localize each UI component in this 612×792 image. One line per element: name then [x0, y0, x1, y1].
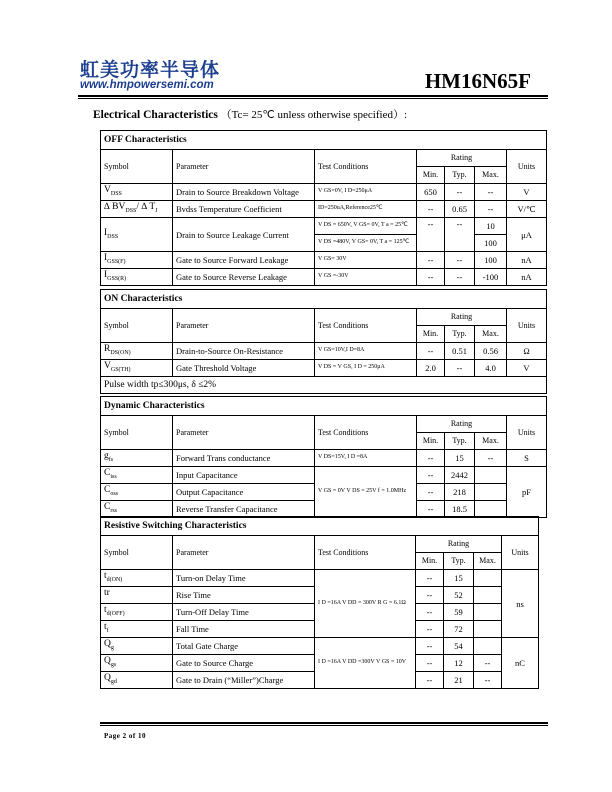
- parameter-cell: Reverse Transfer Capacitance: [173, 501, 315, 518]
- max-cell: --: [475, 201, 507, 218]
- col-typ: Typ.: [445, 326, 475, 343]
- parameter-cell: Turn-on Delay Time: [173, 570, 315, 587]
- min-cell: 2.0: [417, 360, 445, 377]
- parameter-cell: Total Gate Charge: [173, 638, 315, 655]
- col-units: Units: [507, 150, 547, 184]
- symbol-cell: $Q_{gs}$: [101, 655, 173, 672]
- parameter-cell: Turn-Off Delay Time: [173, 604, 315, 621]
- max-cell: [475, 484, 507, 501]
- col-max: Max.: [475, 326, 507, 343]
- parameter-cell: Drain to Source Leakage Current: [173, 218, 315, 252]
- parameter-cell: Gate to Source Charge: [173, 655, 315, 672]
- typ-cell: --: [445, 252, 475, 269]
- unit-cell: V: [507, 360, 547, 377]
- min-cell: --: [416, 672, 444, 689]
- company-website[interactable]: www.hmpowersemi.com: [80, 79, 214, 91]
- header-rule-thin: [78, 98, 548, 99]
- switching-title: Resistive Switching Characteristics: [101, 517, 539, 536]
- on-characteristics-table: [100, 289, 547, 394]
- typ-cell: 18.5: [445, 501, 475, 518]
- typ-cell: 52: [444, 587, 474, 604]
- col-units: Units: [502, 536, 539, 570]
- max-cell: --: [475, 184, 507, 201]
- dynamic-characteristics-table: [100, 396, 547, 518]
- section-condition: （Tc= 25℃ unless otherwise specified）:: [220, 109, 408, 121]
- min-cell: --: [416, 621, 444, 638]
- typ-cell: 21: [444, 672, 474, 689]
- col-rating: Rating: [417, 416, 507, 433]
- table-row: [101, 184, 547, 201]
- min-cell: --: [417, 201, 445, 218]
- unit-cell: pF: [507, 467, 547, 518]
- condition-cell: V DS = 650V, V GS= 0V, T a = 25℃: [315, 218, 417, 235]
- col-symbol: Symbol: [101, 416, 173, 450]
- off-title: OFF Characteristics: [101, 131, 547, 150]
- parameter-cell: Rise Time: [173, 587, 315, 604]
- max-cell: --: [475, 450, 507, 467]
- col-rating: Rating: [417, 150, 507, 167]
- parameter-cell: Drain to Source Breakdown Voltage: [173, 184, 315, 201]
- condition-cell: I D =16A V DD =300V V GS = 10V: [315, 638, 416, 689]
- max-cell: 4.0: [475, 360, 507, 377]
- symbol-cell: $C_{rss}$: [101, 501, 173, 518]
- parameter-cell: Fall Time: [173, 621, 315, 638]
- parameter-cell: Gate Threshold Voltage: [173, 360, 315, 377]
- condition-cell: V GS =-30V: [315, 269, 417, 286]
- table-row: [101, 638, 539, 655]
- col-max: Max.: [475, 167, 507, 184]
- col-typ: Typ.: [444, 553, 474, 570]
- min-cell: --: [417, 343, 445, 360]
- typ-cell: --: [445, 360, 475, 377]
- col-symbol: Symbol: [101, 536, 173, 570]
- max-cell: [474, 604, 502, 621]
- switching-characteristics-table: [100, 516, 539, 689]
- table-row: [101, 218, 547, 235]
- col-rating: Rating: [417, 309, 507, 326]
- max-cell: [475, 501, 507, 518]
- symbol-cell: tr: [101, 587, 173, 604]
- col-max: Max.: [474, 553, 502, 570]
- max-cell: 100: [475, 252, 507, 269]
- col-conditions: Test Conditions: [315, 309, 417, 343]
- unit-cell: S: [507, 450, 547, 467]
- parameter-cell: Forward Trans conductance: [173, 450, 315, 467]
- table-row: [101, 343, 547, 360]
- typ-cell: 15: [444, 570, 474, 587]
- max-cell: [474, 621, 502, 638]
- max-cell: --: [474, 672, 502, 689]
- dynamic-title: Dynamic Characteristics: [101, 397, 547, 416]
- header-rule: [78, 95, 548, 97]
- symbol-cell: $I_{GSS(R)}$: [101, 269, 173, 286]
- condition-cell: V GS=0V, I D=250μA: [315, 184, 417, 201]
- table-row: [101, 467, 547, 484]
- condition-cell: V GS = 0V V DS = 25V f = 1.0MHz: [315, 467, 417, 518]
- page-number: Page 2 of 10: [104, 732, 146, 740]
- max-cell: --: [474, 655, 502, 672]
- parameter-cell: Drain-to-Source On-Resistance: [173, 343, 315, 360]
- min-cell: --: [416, 570, 444, 587]
- unit-cell: ns: [502, 570, 539, 638]
- col-parameter: Parameter: [173, 536, 315, 570]
- typ-cell: 15: [445, 450, 475, 467]
- min-cell: --: [416, 587, 444, 604]
- condition-cell: V GS=10V,I D=8A: [315, 343, 417, 360]
- typ-cell: 12: [444, 655, 474, 672]
- max-cell: -100: [475, 269, 507, 286]
- unit-cell: nA: [507, 252, 547, 269]
- typ-cell: 218: [445, 484, 475, 501]
- symbol-cell: $R_{DS(ON)}$: [101, 343, 173, 360]
- col-min: Min.: [416, 553, 444, 570]
- col-units: Units: [507, 416, 547, 450]
- max-cell: 0.56: [475, 343, 507, 360]
- company-logo-chinese: 虹美功率半导体: [80, 59, 221, 81]
- condition-cell: V GS= 30V: [315, 252, 417, 269]
- max-cell: 10: [475, 218, 507, 235]
- parameter-cell: Output Capacitance: [173, 484, 315, 501]
- min-cell: 650: [417, 184, 445, 201]
- min-cell: --: [417, 484, 445, 501]
- table-row: [101, 252, 547, 269]
- table-row: [101, 201, 547, 218]
- unit-cell: nC: [502, 638, 539, 689]
- min-cell: --: [417, 269, 445, 286]
- table-row: [101, 450, 547, 467]
- col-rating: Rating: [416, 536, 502, 553]
- min-cell: --: [417, 450, 445, 467]
- typ-cell: 0.65: [445, 201, 475, 218]
- max-cell: [475, 467, 507, 484]
- col-max: Max.: [475, 433, 507, 450]
- typ-cell: 54: [444, 638, 474, 655]
- col-units: Units: [507, 309, 547, 343]
- typ-cell: 72: [444, 621, 474, 638]
- typ-cell: 0.51: [445, 343, 475, 360]
- pulse-note: Pulse width tp≤300μs, δ ≤2%: [101, 377, 547, 394]
- min-cell: --: [416, 604, 444, 621]
- parameter-cell: Gate to Source Reverse Leakage: [173, 269, 315, 286]
- symbol-cell: $g_{fs}$: [101, 450, 173, 467]
- table-row: [101, 269, 547, 286]
- symbol-cell: $V_{GS(TH)}$: [101, 360, 173, 377]
- on-title: ON Characteristics: [101, 290, 547, 309]
- col-min: Min.: [417, 433, 445, 450]
- parameter-cell: Gate to Source Forward Leakage: [173, 252, 315, 269]
- col-symbol: Symbol: [101, 150, 173, 184]
- col-parameter: Parameter: [173, 416, 315, 450]
- symbol-cell: $t_{d(ON)}$: [101, 570, 173, 587]
- max-cell: 100: [475, 235, 507, 252]
- min-cell: --: [417, 252, 445, 269]
- col-parameter: Parameter: [173, 309, 315, 343]
- condition-cell: V DS =480V, V GS= 0V, T a = 125℃: [315, 235, 417, 252]
- typ-cell: --: [445, 184, 475, 201]
- off-characteristics-table: [100, 130, 547, 286]
- col-symbol: Symbol: [101, 309, 173, 343]
- unit-cell: Ω: [507, 343, 547, 360]
- min-cell: --: [417, 467, 445, 484]
- col-min: Min.: [417, 167, 445, 184]
- symbol-cell: $Q_{gd}$: [101, 672, 173, 689]
- min-cell: --: [416, 655, 444, 672]
- symbol-cell: $C_{iss}$: [101, 467, 173, 484]
- col-min: Min.: [417, 326, 445, 343]
- symbol-cell: $t_f$: [101, 621, 173, 638]
- unit-cell: V: [507, 184, 547, 201]
- condition-cell: V DS = V GS, I D = 250μA: [315, 360, 417, 377]
- footer-rule: [100, 722, 548, 724]
- condition-cell: V DS=15V, I D =8A: [315, 450, 417, 467]
- min-cell: --: [416, 638, 444, 655]
- page-header: [0, 0, 612, 100]
- table-row: [101, 570, 539, 587]
- symbol-cell: $t_{d(OFF)}$: [101, 604, 173, 621]
- parameter-cell: Gate to Drain (“Miller”)Charge: [173, 672, 315, 689]
- section-title-text: Electrical Characteristics: [93, 109, 218, 121]
- unit-cell: V/℃: [507, 201, 547, 218]
- symbol-cell: $I_{GSS(F)}$: [101, 252, 173, 269]
- max-cell: [474, 570, 502, 587]
- unit-cell: μA: [507, 218, 547, 252]
- min-cell: --: [417, 218, 445, 252]
- typ-cell: --: [445, 218, 475, 252]
- symbol-cell: $Q_g$: [101, 638, 173, 655]
- footer-rule-thin: [100, 725, 548, 726]
- col-conditions: Test Conditions: [315, 416, 417, 450]
- min-cell: --: [417, 501, 445, 518]
- col-typ: Typ.: [445, 433, 475, 450]
- parameter-cell: Input Capacitance: [173, 467, 315, 484]
- parameter-cell: Bvdss Temperature Coefficient: [173, 201, 315, 218]
- col-typ: Typ.: [445, 167, 475, 184]
- symbol-cell: $I_{DSS}$: [101, 218, 173, 252]
- part-number: HM16N65F: [424, 69, 531, 93]
- symbol-cell: $C_{oss}$: [101, 484, 173, 501]
- section-title: [93, 106, 407, 122]
- max-cell: [474, 587, 502, 604]
- col-parameter: Parameter: [173, 150, 315, 184]
- unit-cell: nA: [507, 269, 547, 286]
- condition-cell: ID=250uA,Reference25℃: [315, 201, 417, 218]
- typ-cell: --: [445, 269, 475, 286]
- max-cell: [474, 638, 502, 655]
- col-conditions: Test Conditions: [315, 150, 417, 184]
- condition-cell: I D =16A V DD = 300V R G = 6.1Ω: [315, 570, 416, 638]
- col-conditions: Test Conditions: [315, 536, 416, 570]
- typ-cell: 2442: [445, 467, 475, 484]
- symbol-cell: ∆ $BV_{DSS}/$ ∆ $T_J$: [101, 201, 173, 218]
- typ-cell: 59: [444, 604, 474, 621]
- table-row: [101, 360, 547, 377]
- symbol-cell: $V_{DSS}$: [101, 184, 173, 201]
